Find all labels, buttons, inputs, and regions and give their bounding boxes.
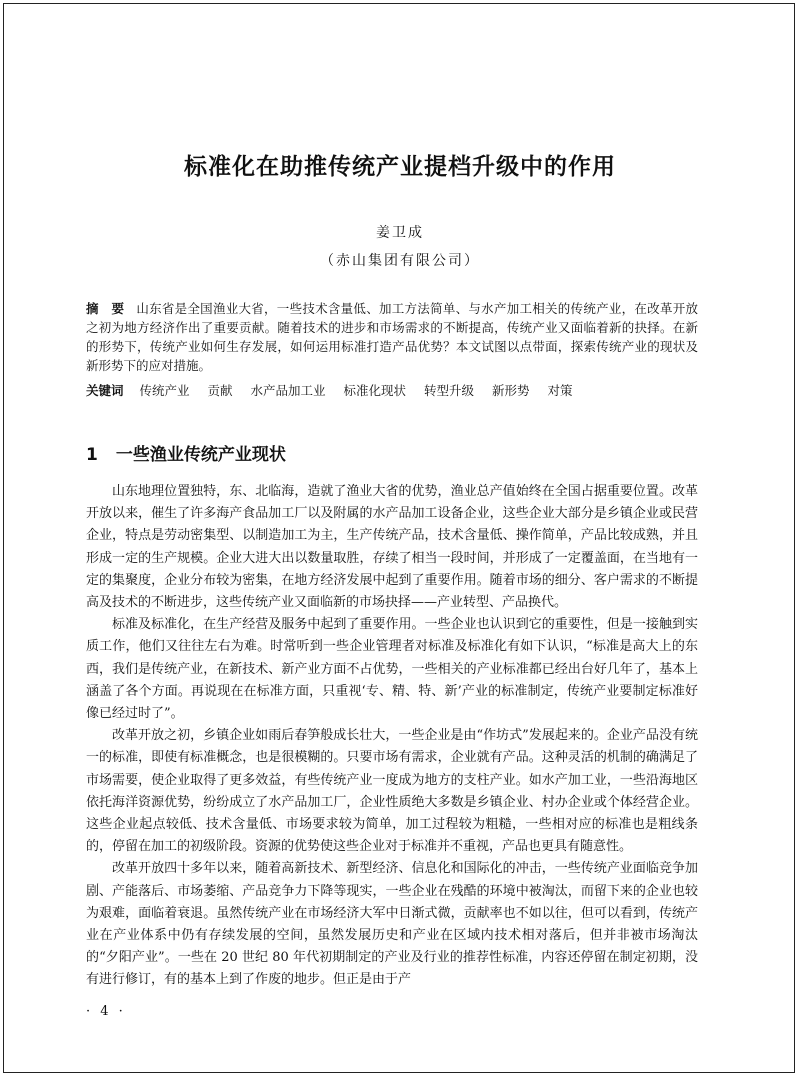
paragraph: 标准及标准化，在生产经营及服务中起到了重要作用。一些企业也认识到它的重要性，但是一接触到实质工作，他们又往往左右为难。时常听到一些企业管理者对标准及标准化有如下认识，“标准是高大上的东西，我们是传统产业，在新技术、新产业方面不占优势，一些相关的产业标准都已经出台好几年了，基本上涵盖了各个方面。再说现在在标准方面，只重视‘专、精、特、新’产业的标准制定，传统产业要制定标准好像已经过时了”。 [86,617,698,722]
keyword: 新形势 [492,383,530,398]
keyword: 贡献 [207,383,233,398]
section-number: 1 [86,445,98,465]
author-affiliation: （赤山集团有限公司） [320,253,480,269]
abstract [86,299,698,375]
section-title: 一些渔业传统产业现状 [115,445,286,465]
keyword: 对策 [547,383,573,398]
page-number: · 4 · [86,1004,126,1019]
paragraph: 改革开放之初，乡镇企业如雨后春笋般成长壮大，一些企业是由“作坊式”发展起来的。企业产品没有统一的标准，即使有标准概念，也是很模糊的。只要市场有需求，企业就有产品。这种灵活的机制的确满足了市场需要，使企业取得了更多效益，有些传统产业一度成为地方的支柱产业。如水产加工业，一些沿海地区依托海洋资源优势，纷纷成立了水产品加工厂，企业性质绝大多数是乡镇企业、村办企业或个体经营企业。这些企业起点较低、技术含量低、市场要求较为简单，加工过程较为粗糙，一些相对应的标准也是粗线条的，停留在加工的初级阶段。资源的优势使这些企业对于标准并不重视，产品也更具有随意性。 [86,728,698,855]
keywords-label: 关键词 [86,383,124,398]
keyword: 水产品加工业 [250,383,326,398]
body-text [86,481,698,992]
abstract-text: 山东省是全国渔业大省，一些技术含量低、加工方法简单、与水产加工相关的传统产业，在改革开放之初为地方经济作出了重要贡献。随着技术的进步和市场需求的不断提高，传统产业又面临着新的抉择。在新的形势下，传统产业如何生存发展，如何运用标准打造产品优势？本文试图以点带面，探索传统产业的现状及新形势下的应对措施。 [86,301,698,373]
author-name: 姜卫成 [376,225,424,241]
keyword: 标准化现状 [343,383,407,398]
paragraph: 山东地理位置独特，东、北临海，造就了渔业大省的优势，渔业总产值始终在全国占据重要位置。改革开放以来，催生了许多海产食品加工厂以及附属的水产品加工设备企业，这些企业大部分是乡镇企业或民营企业，特点是劳动密集型、以制造加工为主，生产传统产品，技术含量低、操作简单，产品比较成熟，并且形成一定的生产规模。企业大进大出以数量取胜，存续了相当一段时间，并形成了一定覆盖面，在当地有一定的集聚度，企业分布较为密集，在地方经济发展中起到了重要作用。随着市场的细分、客户需求的不断提高及技术的不断进步，这些传统产业又面临新的市场抉择——产业转型、产品换代。 [86,484,698,611]
paragraph: 改革开放四十多年以来，随着高新技术、新型经济、信息化和国际化的冲击，一些传统产业面临竞争加剧、产能落后、市场萎缩、产品竞争力下降等现实，一些企业在残酷的环境中被淘汰，而留下来的企业也较为艰难，面临着衰退。虽然传统产业在市场经济大军中日渐式微，贡献率也不如以往，但可以看到，传统产业在产业体系中仍有存续发展的空间，虽然发展历史和产业在区域内技术相对落后，但并非被市场淘汰的“夕阳产业”。一些在 20 世纪 80 年代初期制定的产业及行业的推荐性标准，内容还停留在制定初期，没有进行修订，有的基本上到了作废的地步。但正是由于产 [86,861,698,988]
keyword: 转型升级 [424,383,475,398]
keywords [86,381,698,400]
section-heading [86,440,286,465]
paper-title: 标准化在助推传统产业提档升级中的作用 [184,154,616,180]
abstract-label: 摘 要 [86,301,125,316]
keyword: 传统产业 [139,383,190,398]
